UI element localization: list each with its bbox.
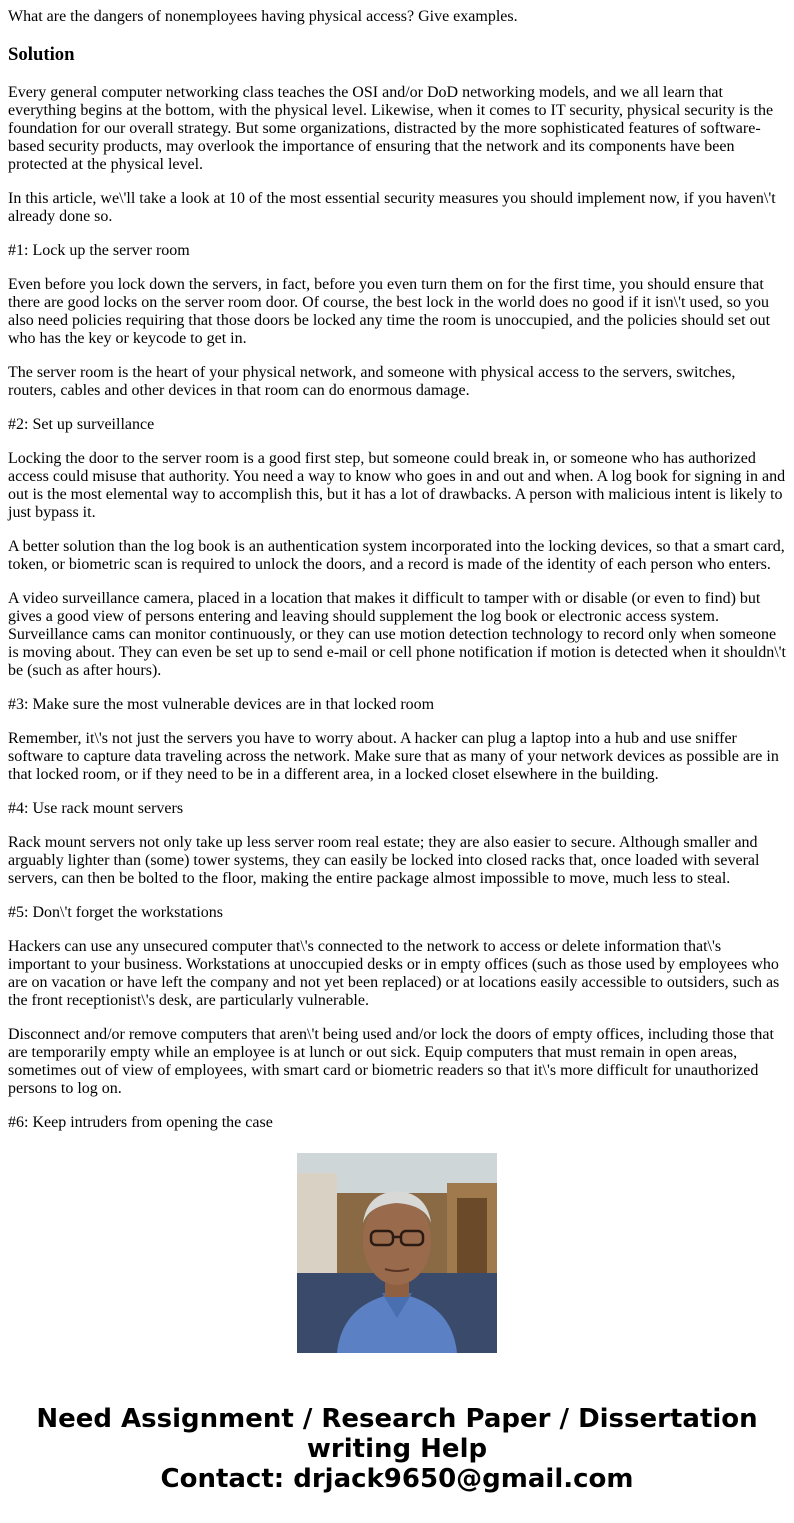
promo-line-2: writing Help	[306, 1434, 488, 1464]
paragraph-1b: The server room is the heart of your physical network, and someone with physical access to the servers, switches, routers, cables and other devices in that room can do enormous damage.	[8, 364, 736, 399]
promo-contact: Contact: drjack9650@gmail.com	[160, 1464, 634, 1494]
paragraph-2b: A better solution than the log book is an authentication system incorporated into the locking devices, so that a smart card, token, or biometric scan is required to unlock the doors, and a record is made of the identity of each person who enters.	[8, 538, 785, 573]
portrait-photo	[297, 1153, 497, 1353]
section-heading-4: #4: Use rack mount servers	[8, 800, 184, 817]
paragraph-1a: Even before you lock down the servers, in fact, before you even turn them on for the first time, you should ensure that there are good locks on the server room door. Of course, the best lock in the world does no good if it isn\'t used, so you also need policies requiring that those doors be locked any time the room is unoccupied, and the policies should set out who has the key or keycode to get in.	[8, 276, 771, 347]
paragraph-3a: Remember, it\'s not just the servers you have to worry about. A hacker can plug a laptop into a hub and use sniffer software to capture data traveling across the network. Make sure that as many of your network devices as possible are in that locked room, or if they need to be in a different area, in a locked closet elsewhere in the building.	[8, 730, 779, 783]
promo-line-1: Need Assignment / Research Paper / Dissertation	[36, 1404, 758, 1434]
section-heading-2: #2: Set up surveillance	[8, 416, 155, 433]
section-heading-1: #1: Lock up the server room	[8, 242, 190, 259]
solution-heading: Solution	[8, 44, 75, 65]
section-heading-3: #3: Make sure the most vulnerable devices are in that locked room	[8, 696, 435, 713]
paragraph-2c: A video surveillance camera, placed in a location that makes it difficult to tamper with or disable (or even to find) but gives a good view of persons entering and leaving should supplement the log book or electronic access system. Surveillance cams can monitor continuously, or they can use motion detection technology to record only when someone is moving about. They can even be set up to send e-mail or cell phone notification if motion is detected when it shouldn\'t be (such as after hours).	[8, 590, 786, 679]
paragraph-overview: In this article, we\'ll take a look at 10 of the most essential security measures you should implement now, if you haven\'t already done so.	[8, 190, 776, 225]
paragraph-intro: Every general computer networking class teaches the OSI and/or DoD networking models, and we all learn that everything begins at the bottom, with the physical level. Likewise, when it comes to IT security, physical security is the foundation for our overall strategy. But some organizations, distracted by the more sophisticated features of software-based security products, may overlook the importance of ensuring that the network and its components have been protected at the physical level.	[8, 84, 774, 173]
section-heading-5: #5: Don\'t forget the workstations	[8, 904, 224, 921]
paragraph-5a: Hackers can use any unsecured computer that\'s connected to the network to access or delete information that\'s important to your business. Workstations at unoccupied desks or in empty offices (such as those used by employees who are on vacation or have left the company and not yet been replaced) or at locations easily accessible to outsiders, such as the front receptionist\'s desk, are particularly vulnerable.	[8, 938, 780, 1009]
paragraph-4a: Rack mount servers not only take up less server room real estate; they are also easier to secure. Although smaller and arguably lighter than (some) tower systems, they can easily be locked into closed racks that, once loaded with several servers, can then be bolted to the floor, making the entire package almost impossible to move, much less to steal.	[8, 834, 760, 887]
avatar	[297, 1153, 497, 1353]
promo-section	[0, 1122, 794, 1523]
promo-text	[0, 1404, 794, 1494]
paragraph-2a: Locking the door to the server room is a good first step, but someone could break in, or someone who has authorized access could misuse that authority. You need a way to know who goes in and out and when. A log book for signing in and out is the most elemental way to accomplish this, but it has a lot of drawbacks. A person with malicious intent is likely to just bypass it.	[8, 450, 786, 521]
paragraph-5b: Disconnect and/or remove computers that aren\'t being used and/or lock the doors of empty offices, including those that are temporarily empty while an employee is at lunch or out sick. Equip computers that must remain in open areas, sometimes out of view of employees, with smart card or biometric readers so that it\'s more difficult for unauthorized persons to log on.	[8, 1026, 774, 1097]
section-heading-6: #6: Keep intruders from opening the case	[8, 1114, 273, 1131]
question-text: What are the dangers of nonemployees having physical access? Give examples.	[8, 8, 518, 25]
article-body	[8, 0, 786, 1131]
